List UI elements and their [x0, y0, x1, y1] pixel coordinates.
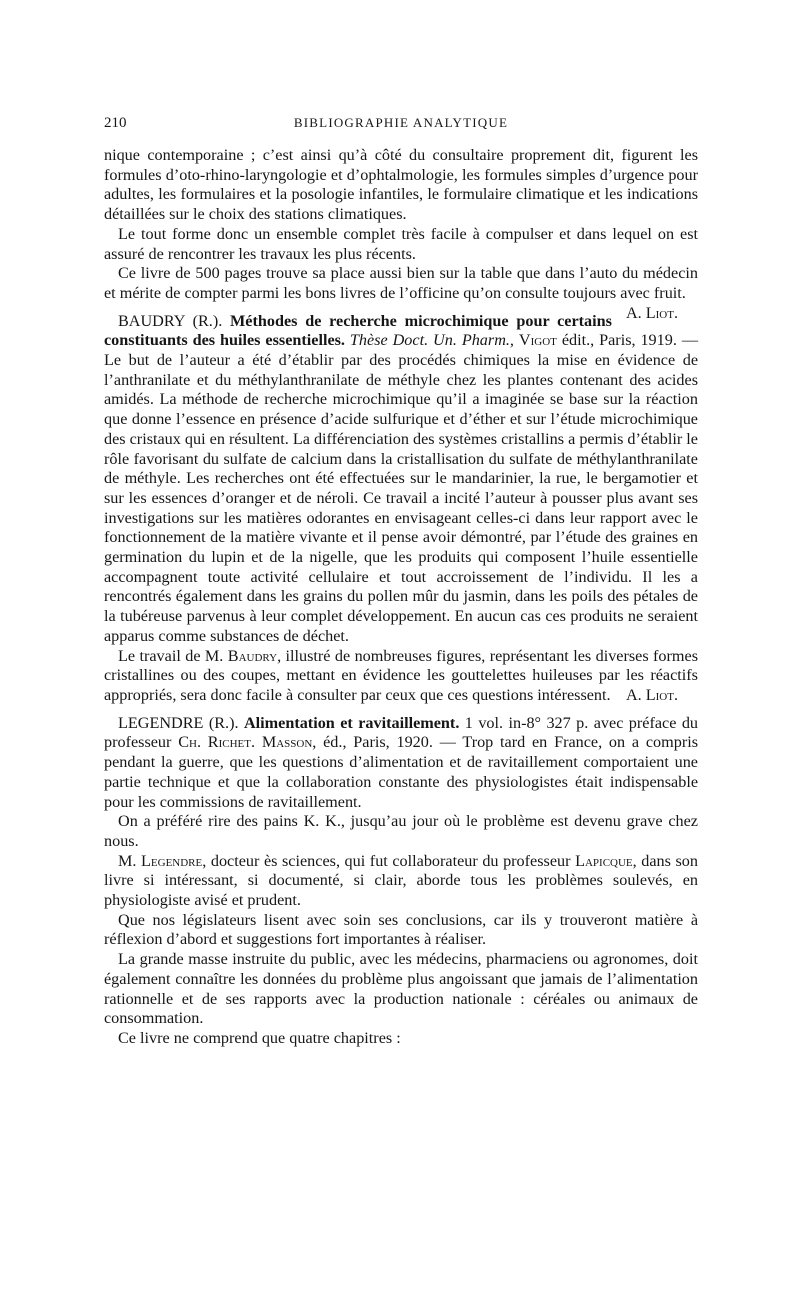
review2-paragraph-2-text: , illustré de nombreuses figures, représentant les diverses formes cristallines ou des coupes, mettant en évidence les gouttelettes huileuses par les réactifs appropriés, sera donc facile à consulter par ceux que ces questions intéressent.	[104, 646, 698, 704]
review3-biblio-a: 1 vol. in-8° 327 p. avec préface du professeur	[104, 713, 699, 752]
review3-publisher: Masson	[261, 733, 313, 752]
review2-author: BAUDRY (R.).	[118, 311, 223, 330]
running-title: BIBLIOGRAPHIE ANALYTIQUE	[293, 115, 509, 130]
review3-author: LEGENDRE (R.).	[118, 713, 239, 732]
review3-paragraph-3	[104, 852, 698, 911]
review2-paragraph-1	[104, 312, 698, 647]
review3-paragraph-3-lead: M.	[118, 851, 142, 870]
review2-paragraph-2	[104, 647, 698, 706]
review2-publisher: Vigot	[518, 331, 557, 350]
page-number: 210	[104, 115, 127, 131]
review1-paragraph-1: nique contemporaine ; c’est ainsi qu’à côté du consultaire proprement dit, figurent les formules d’oto-rhino-laryngologie et d’ophtalmologie, les formules simples d’urgence pour adultes, les formulaires et la posologie infantiles, le formulaire climatique et les indications détaillées sur le choix des stations climatiques.	[104, 146, 698, 224]
review2-paragraph-2-lead: Le travail de M.	[118, 646, 228, 665]
review3-lapicque: Lapicque	[575, 851, 633, 870]
review3-paragraph-4: Que nos législateurs lisent avec soin ses conclusions, car ils y trouveront matière à réflexion d’abord et suggestions fort importantes à réaliser.	[104, 910, 698, 949]
review3-paragraph-6: Ce livre ne comprend que quatre chapitres :	[118, 1028, 401, 1047]
review3-paragraph-2: On a préféré rire des pains K. K., jusqu’au jour où le problème est devenu grave chez nous.	[104, 812, 698, 850]
review3-paragraph-5: La grande masse instruite du public, avec les médecins, pharmaciens ou agronomes, doit également connaître les données du problème plus angoissant que jamais de l’alimentation rationnelle et de ses rapports avec la production nationale : céréales ou animaux de consommation.	[104, 950, 698, 1028]
review3-title: Alimentation et ravitaillement.	[243, 713, 460, 732]
review3-paragraph-3-text: , dans son livre si intéressant, si documenté, si clair, aborde tous les problèmes soulevés, en physiologiste avisé et prudent.	[104, 851, 698, 910]
review3-preface-author: Ch. Richet.	[178, 733, 256, 752]
review3-biblio-b: , éd., Paris, 1920. — Trop tard en France, on a compris pendant la guerre, que les questions d’alimentation et de ravitaillement comportaient une partie technique et que la collaboration constante des physiologistes était indispensable pour les commissions de ravitaillement.	[104, 733, 699, 811]
review2-signature: A. Liot.	[625, 685, 678, 704]
review3-author-name: Legendre	[141, 851, 203, 870]
review1-signature: A. Liot.	[625, 303, 678, 322]
review3-paragraph-1	[104, 714, 698, 813]
review1-paragraph-2: Le tout forme donc un ensemble complet très facile à compulser et dans lequel on est assuré de rencontrer les travaux les plus récents.	[104, 224, 698, 263]
review3-paragraph-3-mid: , docteur ès sciences, qui fut collaborateur du professeur	[202, 851, 576, 870]
review1-paragraph-3-text: Ce livre de 500 pages trouve sa place aussi bien sur la table que dans l’auto du médecin et mérite de compter parmi les bons livres de l’officine qu’on consulte toujours avec fruit.	[104, 264, 698, 302]
review2-title: Méthodes de recherche microchimique pour certains constituants des huiles essentielles.	[104, 311, 612, 350]
review2-body: édit., Paris, 1919. — Le but de l’auteur a été d’établir par des procédés chimiques la mise en évidence de l’anthranilate et du méthylanthranilate de méthyle chez les plantes contenant des acides amidés. La méthode de recherche microchimique qu’il a imaginée se base sur la réaction que donne l’essence en présence d’acide sulfurique et d’éther et sur l’étude microchimique des cristaux qui en résultent. La différenciation des systèmes cristallins a permis d’établir le rôle favorisant du sulfate de calcium dans la cristallisation du sulfate de méthylanthranilate de méthyle. Les recherches ont été effectuées sur le mandarinier, la rue, le bergamotier et sur les essences d’oranger et de néroli. Ce travail a incité l’auteur à pousser plus avant ses investigations sur les matières odorantes en envisageant celles-ci dans leur rapport avec le fonctionnement de la matière vivante et il pense avoir démontré, par l’étude des graines en germination du lupin et de la nigelle, que les produits qui composent l’huile essentielle accompagnent toute activité cellulaire et tout accroissement de l’individu. Il les a rencontrés également dans les grains du pollen mûr du jasmin, dans les poils des pétales de la tubéreuse parvenus à leur complet développement. En aucun cas ces produits ne seraient apparus comme substances de déchet.	[104, 331, 699, 645]
review2-thesis: Thèse Doct. Un. Pharm.,	[349, 331, 514, 350]
page-body	[104, 146, 698, 1049]
review2-author-name: Baudry	[227, 646, 278, 665]
running-header	[104, 115, 698, 135]
